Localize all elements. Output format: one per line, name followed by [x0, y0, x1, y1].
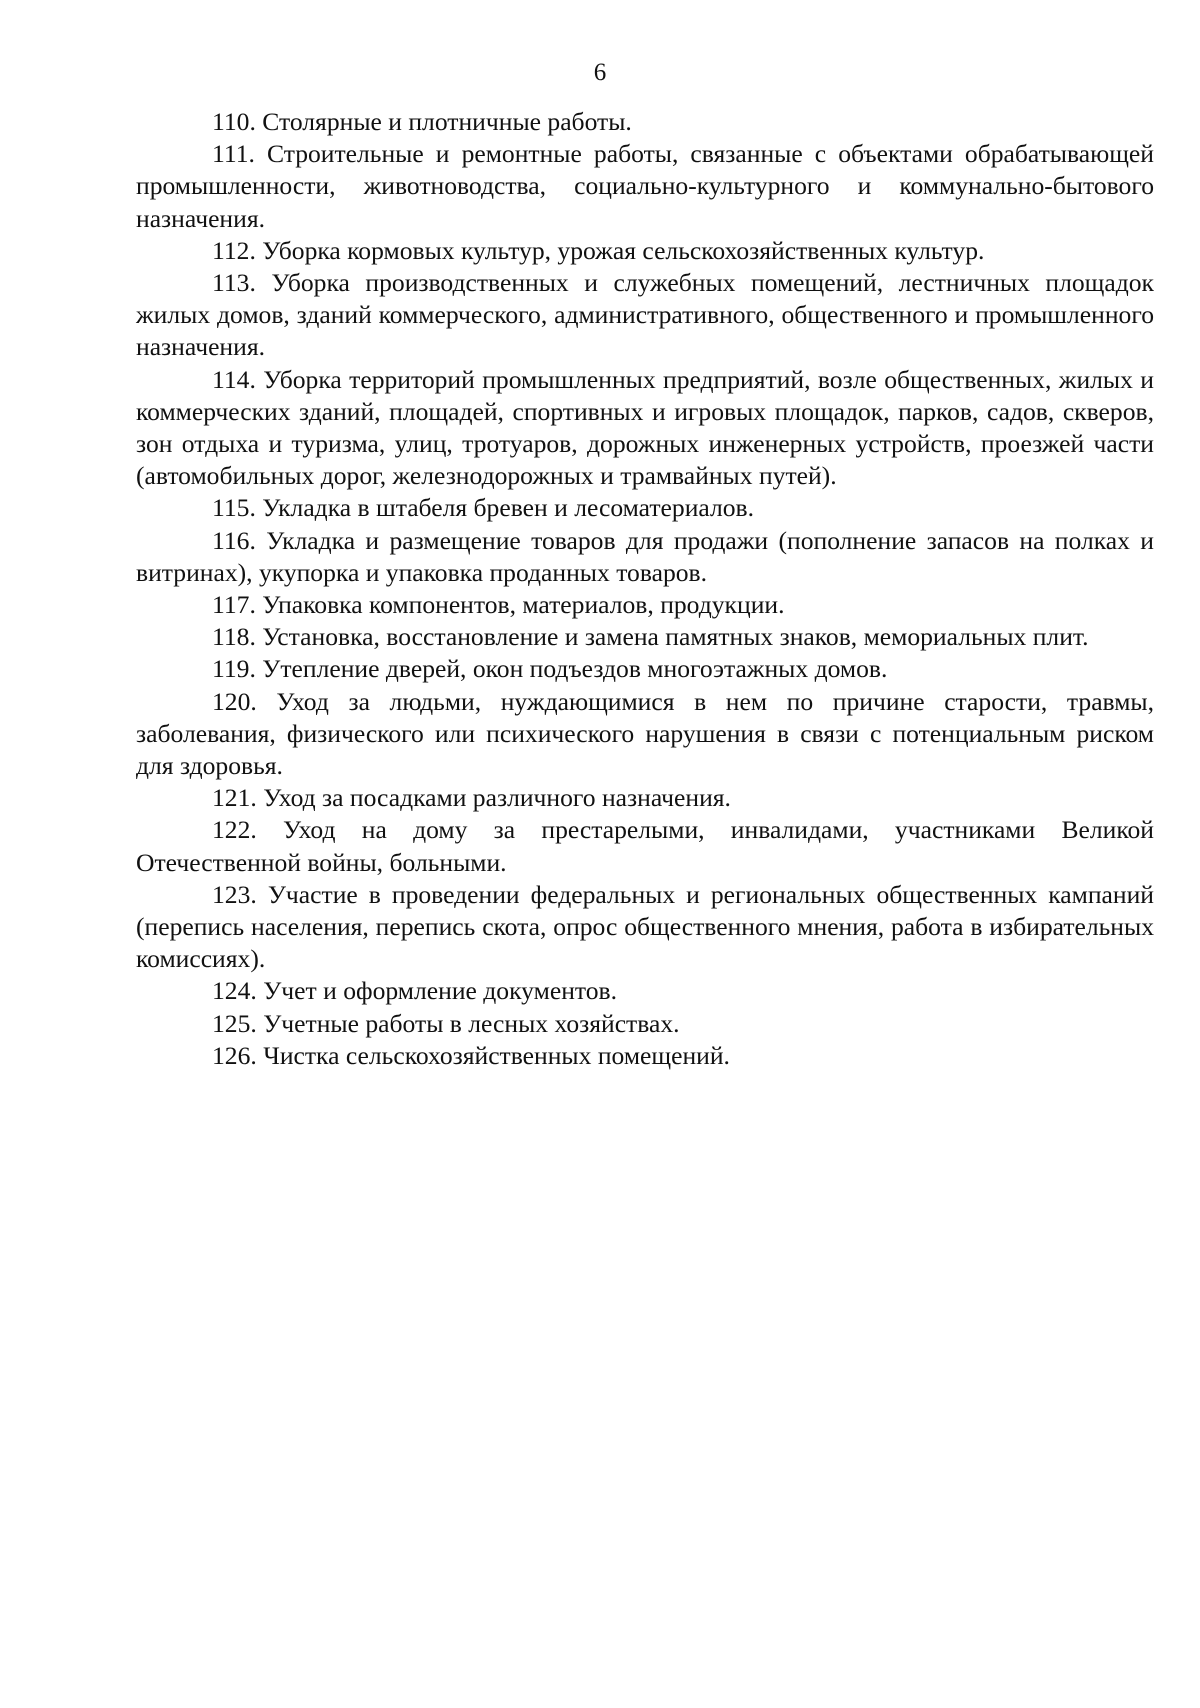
list-item: 122. Уход на дому за престарелыми, инвалидами, участниками Великой Отечественной войны, больными. — [136, 815, 1154, 877]
list-item: 125. Учетные работы в лесных хозяйствах. — [212, 1008, 680, 1038]
page-number: 6 — [593, 59, 607, 86]
list-item: 115. Укладка в штабеля бревен и лесоматериалов. — [212, 493, 755, 523]
list-item: 120. Уход за людьми, нуждающимися в нем по причине старости, травмы, заболевания, физического или психического нарушения в связи с потенциальным риском для здоровья. — [136, 686, 1154, 781]
list-item: 119. Утепление дверей, окон подъездов многоэтажных домов. — [212, 654, 888, 684]
list-item: 126. Чистка сельскохозяйственных помещений. — [212, 1040, 730, 1070]
work-list — [136, 106, 1154, 1072]
list-item: 117. Упаковка компонентов, материалов, продукции. — [212, 590, 785, 620]
list-item: 116. Укладка и размещение товаров для продажи (пополнение запасов на полках и витринах), укупорка и упаковка проданных товаров. — [136, 525, 1154, 587]
list-item: 121. Уход за посадками различного назначения. — [212, 783, 731, 813]
list-item: 123. Участие в проведении федеральных и региональных общественных кампаний (перепись населения, перепись скота, опрос общественного мнения, работа в избирательных комиссиях). — [136, 879, 1154, 974]
list-item: 113. Уборка производственных и служебных помещений, лестничных площадок жилых домов, зданий коммерческого, административного, общественного и промышленного назначения. — [136, 268, 1154, 362]
list-item: 110. Столярные и плотничные работы. — [212, 107, 632, 136]
list-item: 124. Учет и оформление документов. — [212, 976, 618, 1006]
list-item: 111. Строительные и ремонтные работы, связанные с объектами обрабатывающей промышленности, животноводства, социально-культурного и коммунально-бытового назначения. — [136, 139, 1154, 233]
list-item: 114. Уборка территорий промышленных предприятий, возле общественных, жилых и коммерческих зданий, площадей, спортивных и игровых площадок, парков, садов, скверов, зон отдыха и туризма, улиц, тротуаров, дорожных инженерных устройств, проезжей части (автомобильных дорог, железнодорожных и трамвайных путей). — [136, 364, 1154, 491]
list-item: 118. Установка, восстановление и замена памятных знаков, мемориальных плит. — [212, 622, 1089, 652]
list-item: 112. Уборка кормовых культур, урожая сельскохозяйственных культур. — [212, 235, 985, 265]
